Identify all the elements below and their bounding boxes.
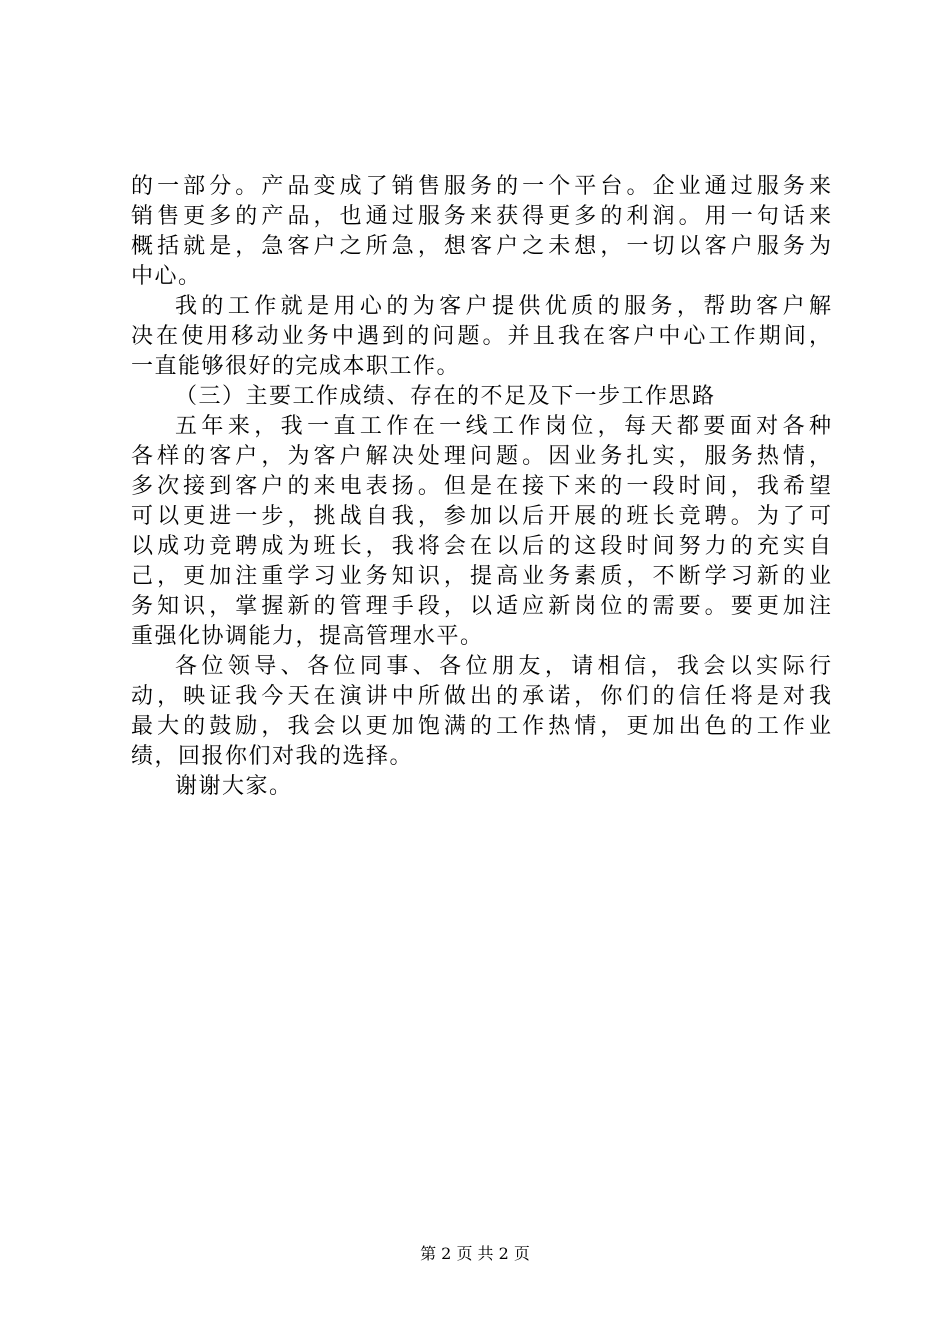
text-line: 务知识，掌握新的管理手段，以适应新岗位的需要。要更加注 bbox=[131, 594, 831, 619]
text-line: 可以更进一步，挑战自我，参加以后开展的班长竞聘。为了可 bbox=[131, 504, 831, 529]
text-line: 销售更多的产品，也通过服务来获得更多的利润。用一句话来 bbox=[131, 204, 831, 229]
text-line: 重强化协调能力，提高管理水平。 bbox=[131, 624, 484, 649]
text-line: 中心。 bbox=[131, 264, 202, 289]
text-line: 决在使用移动业务中遇到的问题。并且我在客户中心工作期间， bbox=[131, 324, 831, 349]
text-line: 各样的客户，为客户解决处理问题。因业务扎实，服务热情， bbox=[131, 444, 831, 469]
closing-line: 谢谢大家。 bbox=[175, 774, 293, 799]
page-footer bbox=[0, 1243, 950, 1265]
text-line: 的一部分。产品变成了销售服务的一个平台。企业通过服务来 bbox=[131, 174, 831, 199]
text-line: 各位领导、各位同事、各位朋友，请相信，我会以实际行 bbox=[175, 654, 831, 679]
text-line: 以成功竞聘成为班长，我将会在以后的这段时间努力的充实自 bbox=[131, 534, 831, 559]
text-line: 动，映证我今天在演讲中所做出的承诺，你们的信任将是对我 bbox=[131, 684, 831, 709]
text-line: 己，更加注重学习业务知识，提高业务素质，不断学习新的业 bbox=[131, 564, 831, 589]
section-heading: （三）主要工作成绩、存在的不足及下一步工作思路 bbox=[175, 384, 716, 409]
text-line: 多次接到客户的来电表扬。但是在接下来的一段时间，我希望 bbox=[131, 474, 831, 499]
text-line: 最大的鼓励，我会以更加饱满的工作热情，更加出色的工作业 bbox=[131, 714, 831, 739]
text-line: 绩，回报你们对我的选择。 bbox=[131, 744, 414, 769]
text-line: 概括就是，急客户之所急，想客户之未想，一切以客户服务为 bbox=[131, 234, 831, 259]
text-line: 一直能够很好的完成本职工作。 bbox=[131, 354, 461, 379]
text-line: 五年来，我一直工作在一线工作岗位，每天都要面对各种 bbox=[175, 414, 831, 439]
text-line: 我的工作就是用心的为客户提供优质的服务，帮助客户解 bbox=[175, 294, 831, 319]
document-body bbox=[131, 172, 831, 802]
page-number-label: 第 2 页 共 2 页 bbox=[420, 1244, 530, 1263]
